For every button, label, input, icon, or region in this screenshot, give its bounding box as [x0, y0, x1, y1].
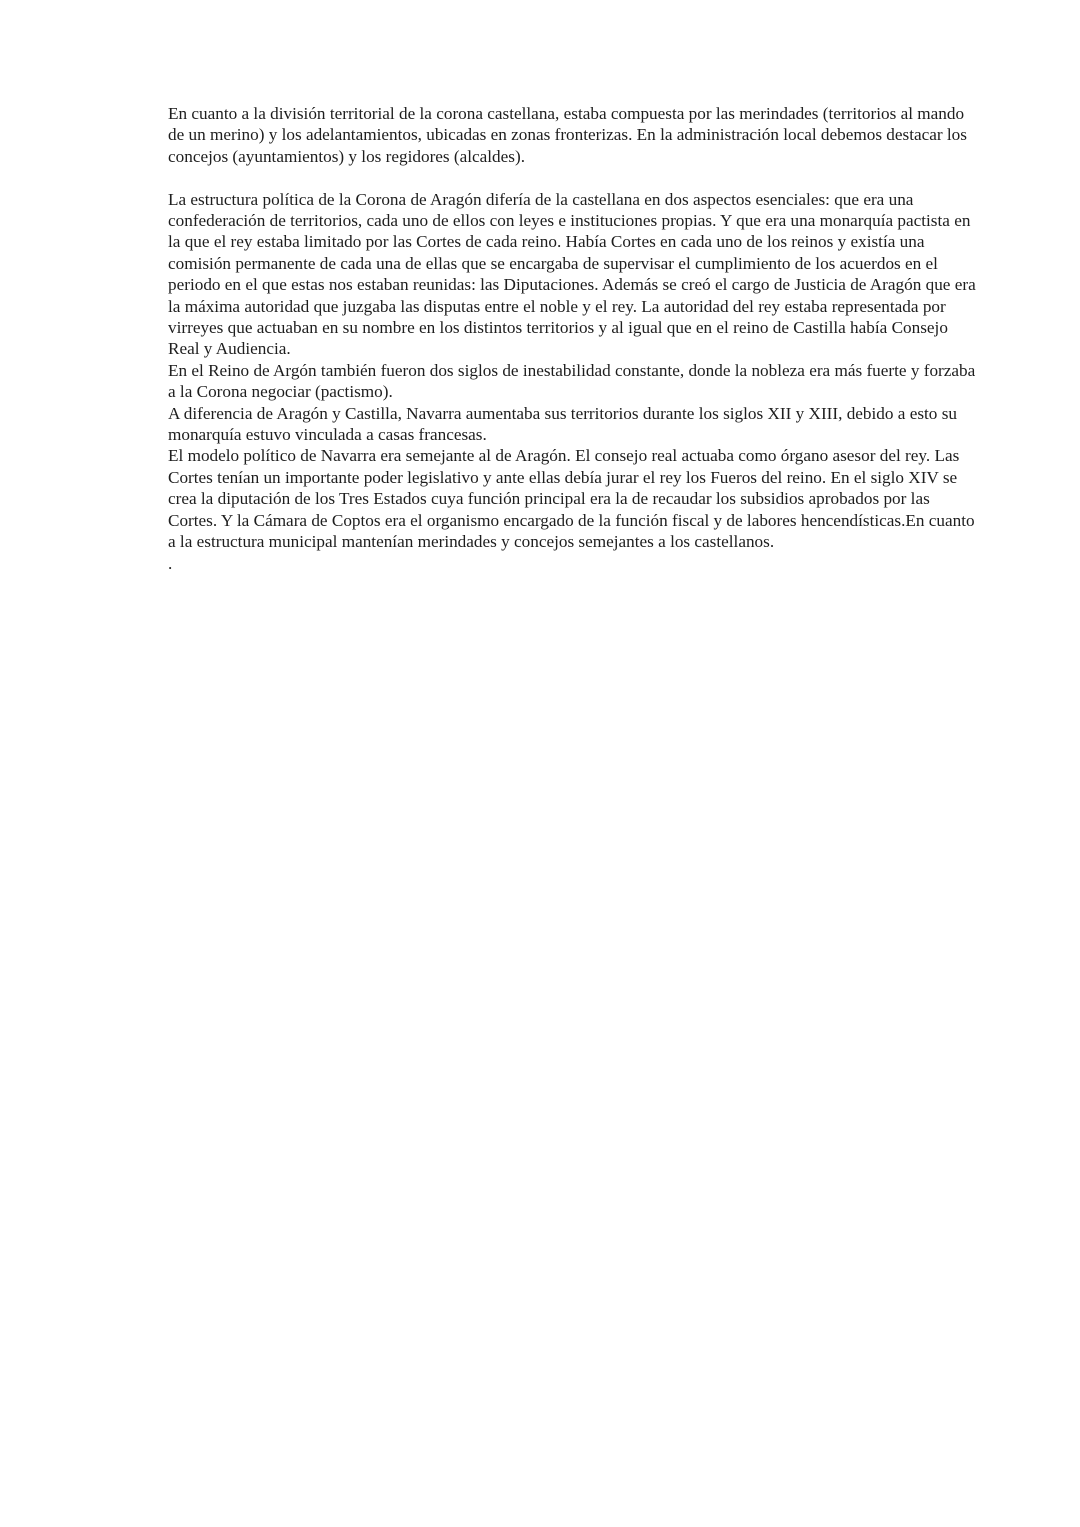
document-body	[168, 103, 980, 574]
paragraph-navarra-model: El modelo político de Navarra era semejante al de Aragón. El consejo real actuaba como órgano asesor del rey. Las Cortes tenían un importante poder legislativo y ante ellas debía jurar el rey los Fueros del reino. En el siglo XIV se crea la diputación de los Tres Estados cuya función principal era la de recaudar los subsidios aprobados por las Cortes. Y la Cámara de Coptos era el organismo encargado de la función fiscal y de labores hencendísticas.En cuanto a la estructura municipal mantenían merindades y concejos semejantes a los castellanos.	[168, 446, 975, 552]
paragraph-castilla-territorial: En cuanto a la división territorial de la corona castellana, estaba compuesta por las merindades (territorios al mando de un merino) y los adelantamientos, ubicadas en zonas fronterizas. En la administración local debemos destacar los concejos (ayuntamientos) y los regidores (alcaldes).	[168, 104, 967, 166]
paragraph-aragon-instability: En el Reino de Argón también fueron dos siglos de inestabilidad constante, donde la nobleza era más fuerte y forzaba a la Corona negociar (pactismo).	[168, 360, 976, 402]
paragraph-aragon-structure: La estructura política de la Corona de Aragón difería de la castellana en dos aspectos esenciales: que era una confederación de territorios, cada uno de ellos con leyes e instituciones propias. Y que era una monarquía pactista en la que el rey estaba limitado por las Cortes de cada reino. Había Cortes en cada uno de los reinos y existía una comisión permanente de cada una de ellas que se encargaba de supervisar el cumplimiento de los acuerdos en el periodo en el que estas nos estaban reunidas: las Diputaciones. Además se creó el cargo de Justicia de Aragón que era la máxima autoridad que juzgaba las disputas entre el noble y el rey. La autoridad del rey estaba representada por virreyes que actuaban en su nombre en los distintos territorios y al igual que en el reino de Castilla había Consejo Real y Audiencia.	[168, 189, 976, 359]
trailing-period: .	[168, 553, 173, 573]
paragraph-navarra-territories: A diferencia de Aragón y Castilla, Navarra aumentaba sus territorios durante los siglos XII y XIII, debido a esto su monarquía estuvo vinculada a casas francesas.	[168, 403, 957, 445]
paragraph-spacer	[168, 167, 980, 188]
